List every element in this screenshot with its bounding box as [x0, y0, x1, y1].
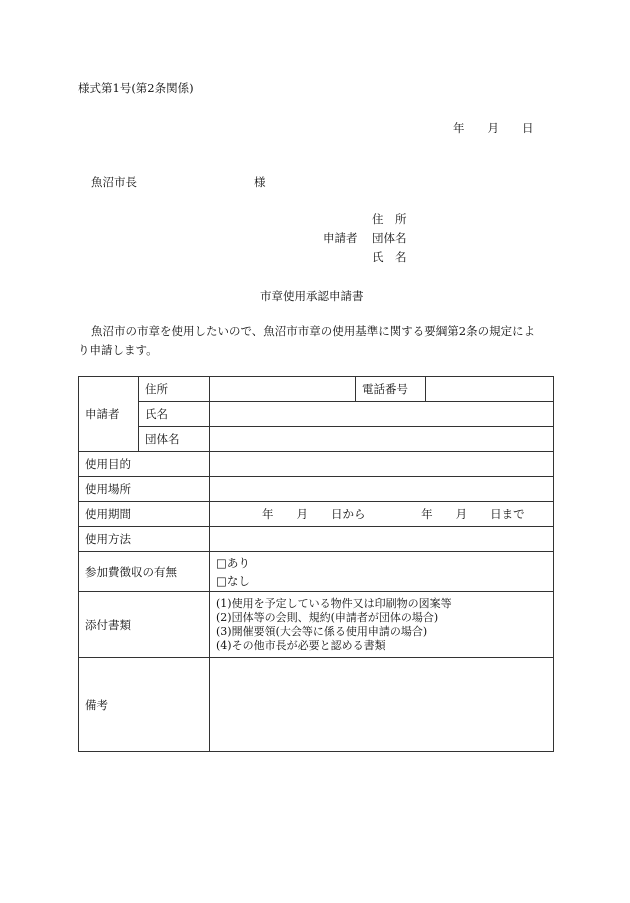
- date-label: 年 月 日: [453, 121, 534, 135]
- document-title: 市章使用承認申請書: [260, 289, 364, 303]
- fee-value-cell: [210, 552, 554, 592]
- attachment-item: (2)団体等の会則、規約(申請者が団体の場合): [216, 610, 439, 624]
- body-text-line-1: 魚沼市の市章を使用したいので、魚沼市市章の使用基準に関する要綱第2条の規定によ: [91, 324, 536, 338]
- address-value-cell[interactable]: [210, 377, 356, 402]
- honorific: 様: [254, 175, 266, 189]
- body-text-line-2: り申請します。: [78, 343, 158, 357]
- fee-label-cell: 参加費徴収の有無: [79, 552, 210, 592]
- attachment-item: (4)その他市長が必要と認める書類: [216, 638, 386, 652]
- addressee: 魚沼市長: [91, 175, 137, 189]
- applicant-address-label: 住 所: [372, 212, 407, 226]
- attachments-label-cell: 添付書類: [79, 592, 210, 658]
- name-label-cell: 氏名: [139, 402, 210, 427]
- org-label-cell: 団体名: [139, 427, 210, 452]
- period-from: 年 月 日から: [262, 507, 366, 521]
- applicant-org-label: 団体名: [372, 231, 407, 245]
- remarks-label-cell: 備考: [79, 658, 210, 752]
- applicant-name-label: 氏 名: [372, 250, 407, 264]
- attachment-item: (1)使用を予定している物件又は印刷物の図案等: [216, 596, 452, 610]
- address-label-cell: 住所: [139, 377, 210, 402]
- remarks-value-cell[interactable]: [210, 658, 554, 752]
- period-to: 年 月 日まで: [421, 507, 525, 521]
- attachments-list-cell: [210, 592, 554, 658]
- applicant-role-label: 申請者: [323, 231, 358, 245]
- method-value-cell[interactable]: [210, 527, 554, 552]
- place-value-cell[interactable]: [210, 477, 554, 502]
- place-label-cell: 使用場所: [79, 477, 210, 502]
- method-label-cell: 使用方法: [79, 527, 210, 552]
- application-table: [78, 376, 554, 752]
- org-value-cell[interactable]: [210, 427, 554, 452]
- applicant-header-cell: 申請者: [79, 377, 139, 452]
- attachment-item: (3)開催要領(大会等に係る使用申請の場合): [216, 624, 428, 638]
- period-value-cell[interactable]: [210, 502, 554, 527]
- phone-value-cell[interactable]: [426, 377, 554, 402]
- phone-label-cell: 電話番号: [356, 377, 426, 402]
- fee-yes-checkbox[interactable]: □あり: [216, 555, 250, 570]
- name-value-cell[interactable]: [210, 402, 554, 427]
- purpose-label-cell: 使用目的: [79, 452, 210, 477]
- fee-no-checkbox[interactable]: □なし: [216, 573, 250, 588]
- form-number: 様式第1号(第2条関係): [78, 81, 194, 95]
- period-label-cell: 使用期間: [79, 502, 210, 527]
- purpose-value-cell[interactable]: [210, 452, 554, 477]
